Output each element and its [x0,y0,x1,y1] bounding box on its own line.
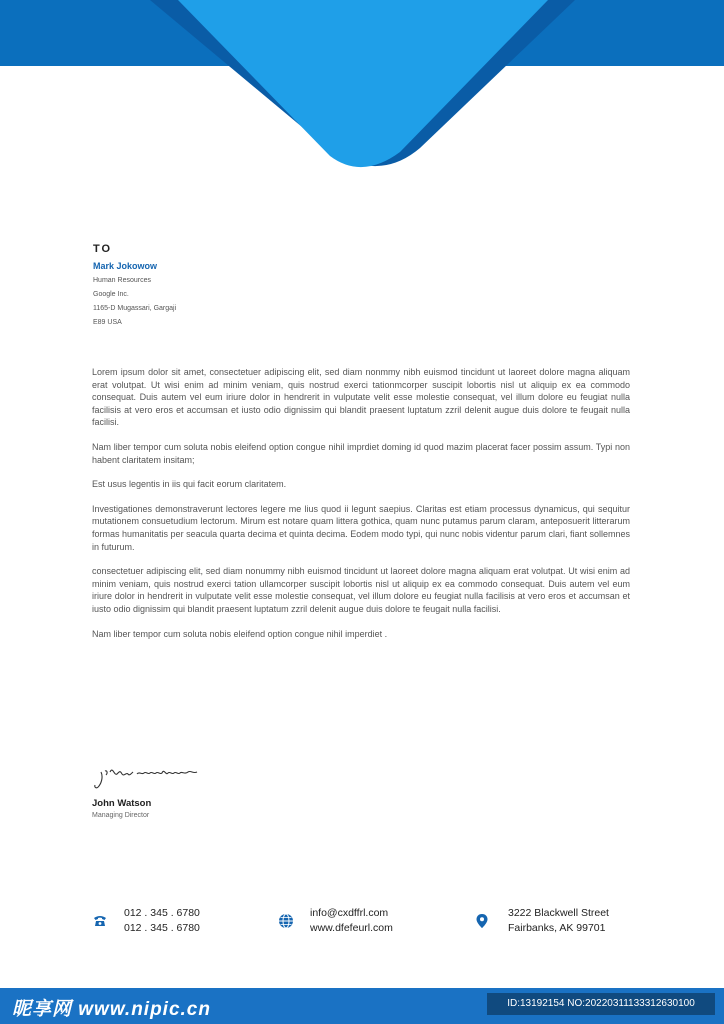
signatory-title: Managing Director [92,812,150,819]
body-paragraph: Est usus legentis in iis qui facit eorum claritatem. [92,479,287,490]
contact-address [474,906,609,936]
address-city: Fairbanks, AK 99701 [508,922,606,934]
phone-icon [92,913,108,929]
letter-body [92,366,630,652]
watermark-logo: 昵享网 www.nipic.cn [12,999,211,1020]
contact-phone [92,906,200,936]
location-pin-icon [474,913,490,929]
globe-icon [278,913,294,929]
to-label: TO [93,243,113,255]
recipient-country: E89 USA [93,319,122,326]
contact-web [278,906,393,936]
address-street: 3222 Blackwell Street [508,907,609,919]
recipient-company: Google Inc. [93,291,129,298]
body-paragraph: consectetuer adipiscing elit, sed diam nonummy nibh euismod tincidunt ut laoreet dolore magna aliquam erat volutpat. Ut wisi enim ad minim veniam, quis nostrud exerci tation ullamcorper suscipit lobortis nisl ut aliquip ex ea commodo consequat. Duis autem vel eum iriure dolor in hendrerit in vulputate velit esse molestie consequat, vel illum dolore eu feugiat nulla facilisis at vero eros et accumsan et iusto odio dignissim qui blandit praesent luptatum zzril delenit augue duis dolore te feugait nulla facilisi. [92,566,630,614]
body-paragraph: Nam liber tempor cum soluta nobis eleifend option congue nihil imperdiet . [92,628,388,639]
header-chevron-shape [0,0,724,175]
recipient-block [93,243,176,327]
email-address: info@cxdffrl.com [310,907,389,919]
phone-number: 012 . 345 . 6780 [124,907,200,919]
recipient-department: Human Resources [93,277,151,284]
body-paragraph: Lorem ipsum dolor sit amet, consectetuer adipiscing elit, sed diam nonmmy nibh euismod tincidunt ut laoreet dolore magna aliquam erat volutpat. Ut wisi enim ad minim veniam, quis nostrud exerci tationmcorper suscipit lobortis nisl ut aliquip ex ea commodo consequat. Duis autem vel eum iriure dolor in hendrerit in vulputate velit esse molestie consequat, vel illum dolore eu feugiat nulla facilisis at vero eros et accumsan et iusto odio dignissim qui blandit praesent luptatum zzril delenit augue duis dolore te feugait nulla facilisi. [92,367,630,428]
recipient-name: Mark Jokowow [93,261,158,271]
website-url: www.dfefeurl.com [310,922,393,934]
body-paragraph: Investigationes demonstraverunt lectores legere me lius quod ii legunt saepius. Claritas est etiam processus dynamicus, qui sequitur mutationem consuetudium lectorum. Mirum est notare quam littera gothica, quam nunc putamus parum claram, anteposuerit litterarum formas humanitatis per seacula quarta decima et quinta decima. Eodem modo typi, qui nunc nobis videntur parum clari, fiant sollemnes in futurum. [92,503,630,552]
recipient-street: 1165-D Mugassari, Gargaji [93,305,177,312]
body-paragraph: Nam liber tempor cum soluta nobis eleifend option congue nihil imprdiet doming id quod mazim placerat facer possim assum. Typi non habent claritatem insitam; [92,441,630,465]
phone-number: 012 . 345 . 6780 [124,922,200,934]
signatory-name: John Watson [92,798,152,809]
image-id-label: ID:13192154 NO:20220311133312630100 [487,993,715,1015]
signature-script [93,762,213,792]
